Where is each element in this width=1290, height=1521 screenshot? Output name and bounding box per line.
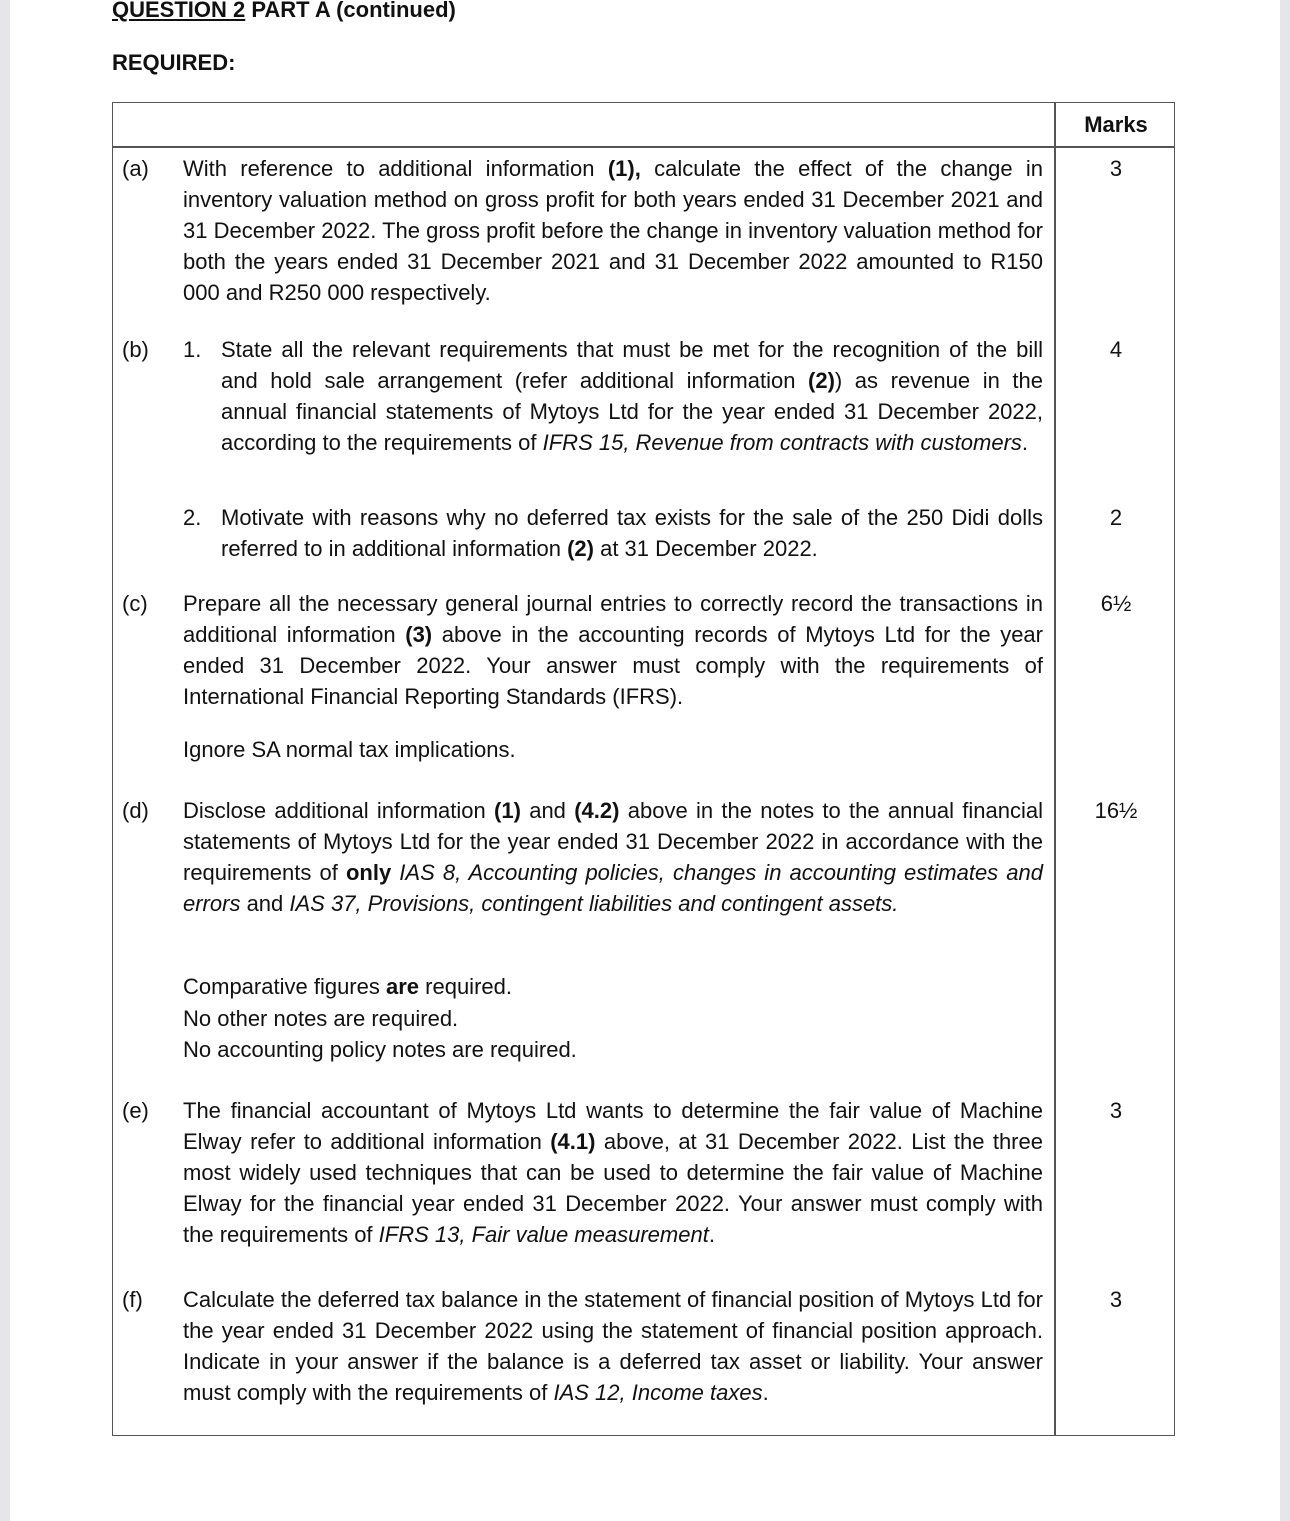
text-run: Comparative figures (183, 974, 386, 999)
italic-text: IAS 8, Accounting policies, changes in accounting estimates and errors (183, 860, 1043, 916)
bold-text: (2) (567, 536, 594, 561)
text-run: The financial accountant of Mytoys Ltd wants to determine the fair value of Machine Elway refer to additional information (183, 1098, 1043, 1154)
bold-text: (4.1) (550, 1129, 596, 1154)
item-b1-marks: 4 (1109, 337, 1123, 362)
item-label-f: (f) (122, 1287, 143, 1312)
item-c-marks: 6½ (1100, 591, 1132, 616)
item-label-c: (c) (122, 591, 148, 616)
header-divider (112, 146, 1175, 148)
text-run: above in the accounting records of Mytoys Ltd for the year ended 31 December 2022. Your answer must comply with the requirements of International Financial Reporting Standards (IFRS). (183, 622, 1043, 709)
text-run: . (708, 1222, 715, 1247)
bold-text: only (345, 860, 392, 885)
item-c-text (183, 588, 1043, 712)
text-run: No other notes are required. (183, 1006, 459, 1031)
item-d-note-2 (183, 1003, 1043, 1034)
item-a-marks: 3 (1109, 156, 1123, 181)
item-d-marks: 16½ (1094, 798, 1138, 823)
text-run: . (1021, 430, 1029, 455)
italic-text: IFRS 13, Fair value measurement (378, 1222, 709, 1247)
bold-text: are (385, 974, 420, 999)
text-run: above, at 31 December 2022. List the three most widely used techniques that can be used to determine the fair value of Machine Elway for the financial year ended 31 December 2022. Your answer must comply with the requirements of (183, 1129, 1043, 1247)
item-a-text (183, 153, 1043, 308)
item-b2-marks: 2 (1109, 505, 1123, 530)
item-e-marks: 3 (1109, 1098, 1123, 1123)
item-f-text (183, 1284, 1043, 1408)
marks-header: Marks (1084, 112, 1148, 137)
text-run: above in the notes to the annual financial statements of Mytoys Ltd for the year ended 31 December 2022 in accordance with the requirements of (183, 798, 1043, 885)
text-run: Prepare all the necessary general journal entries to correctly record the transactions in additional information (183, 591, 1043, 647)
item-e-text (183, 1095, 1043, 1250)
item-d-note-1 (183, 971, 1043, 1002)
question-title (112, 0, 456, 23)
item-b1-number: 1. (183, 337, 202, 362)
question-number: QUESTION 2 (112, 0, 246, 22)
text-run: State all the relevant requirements that must be met for the recognition of the bill and hold sale arrangement (refer additional information (221, 337, 1043, 393)
bold-text: (4.2) (574, 798, 620, 823)
bold-text: (2) (808, 368, 835, 393)
text-run: ) as revenue in the annual financial statements of Mytoys Ltd for the year ended 31 December 2022, according to the requirements of (221, 368, 1043, 455)
required-heading: REQUIRED: (112, 50, 236, 75)
italic-text: IAS 37, Provisions, contingent liabilities and contingent assets. (289, 891, 899, 916)
bold-text: (3) (405, 622, 433, 647)
item-label-d: (d) (122, 798, 149, 823)
text-run: required. (419, 974, 512, 999)
text-run: Motivate with reasons why no deferred tax exists for the sale of the 250 Didi dolls referred to in additional information (221, 505, 1043, 561)
text-run: No accounting policy notes are required. (183, 1037, 577, 1062)
item-d-note-3 (183, 1034, 1043, 1065)
question-subtitle: PART A (continued) (245, 0, 456, 22)
item-label-e: (e) (122, 1098, 149, 1123)
text-run: . (762, 1380, 769, 1405)
text-run: and (240, 891, 290, 916)
item-f-marks: 3 (1109, 1287, 1123, 1312)
item-c-note (183, 734, 1043, 765)
text-run: at 31 December 2022. (593, 536, 818, 561)
item-label-b: (b) (122, 337, 149, 362)
item-b2-number: 2. (183, 505, 202, 530)
text-run: Ignore SA normal tax implications. (183, 737, 516, 762)
text-run: calculate the effect of the change in inventory valuation method on gross profit for both years ended 31 December 2021 and 31 December 2022. The gross profit before the change in inventory valuation method for both the years ended 31 December 2021 and 31 December 2022 amounted to R150 000 and R250 000 respectively. (183, 156, 1043, 305)
item-d-text (183, 795, 1043, 919)
item-label-a: (a) (122, 156, 149, 181)
text-run: Calculate the deferred tax balance in the statement of financial position of Mytoys Ltd for the year ended 31 December 2022 using the statement of financial position approach. Indicate in your answer if the balance is a deferred tax asset or liability. Your answer must comply with the requirements of (183, 1287, 1043, 1405)
item-b1-text (221, 334, 1043, 458)
bold-text: (1), (607, 156, 641, 181)
marks-column-divider (1054, 102, 1056, 1436)
bold-text: (1) (494, 798, 521, 823)
text-run: and (520, 798, 575, 823)
text-run: With reference to additional information (183, 156, 608, 181)
text-run: Disclose additional information (183, 798, 495, 823)
item-b2-text (221, 502, 1043, 564)
italic-text: IAS 12, Income taxes (553, 1380, 763, 1405)
italic-text: IFRS 15, Revenue from contracts with customers (542, 430, 1022, 455)
